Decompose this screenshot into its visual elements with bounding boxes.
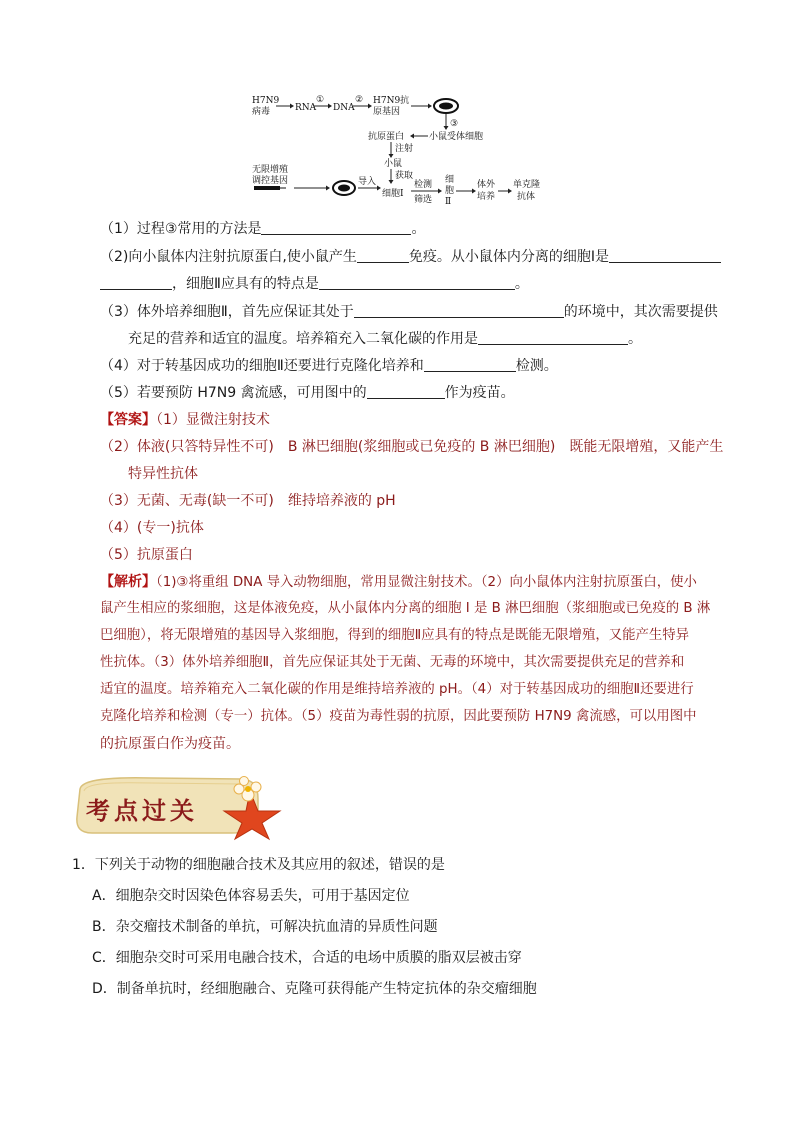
question-5-end: 作为疫苗。 <box>444 385 515 401</box>
answer-blank <box>100 275 172 290</box>
question-3-text-b: 的环境中，其次需要提供 <box>563 304 718 320</box>
section-title: 考点过关 <box>86 796 198 825</box>
obtain-label: 获取 <box>395 171 414 181</box>
question-4-end: 检测。 <box>515 358 558 374</box>
flow-diagram-svg <box>248 92 578 212</box>
answer-line-5 <box>100 545 193 565</box>
step-3-label: ③ <box>450 119 459 129</box>
arrowhead <box>389 154 394 158</box>
answer-blank <box>478 330 628 345</box>
inject-label: 注射 <box>395 144 414 154</box>
option-a: A．细胞杂交时因染色体容易丢失，可用于基因定位 <box>92 888 410 904</box>
hybridoma-flow-diagram <box>248 92 578 212</box>
cell-1-label: 细胞Ⅰ <box>382 189 404 199</box>
question-3-cont <box>128 329 642 349</box>
answer-blank <box>354 303 564 318</box>
arrowhead <box>444 126 449 130</box>
question-1-text: （1）过程③常用的方法是 <box>100 221 262 237</box>
section-badge <box>72 771 284 841</box>
answer-3b: 维持培养液的 pH <box>287 493 396 509</box>
question-5 <box>100 383 515 403</box>
control-gene-label-2: 调控基因 <box>252 176 289 186</box>
arrowhead <box>472 189 476 194</box>
option-b: B．杂交瘤技术制备的单抗，可解决抗血清的异质性问题 <box>92 919 438 935</box>
gene-fragment-icon <box>254 186 286 190</box>
analysis-label: 【解析】 <box>100 574 156 590</box>
question-5-text: （5）若要预防 H7N9 禽流感，可用图中的 <box>100 385 367 401</box>
analysis-line-2: 鼠产生相应的浆细胞，这是体液免疫，从小鼠体内分离的细胞 I 是 B 淋巴细胞（浆细胞或已免疫的 B 淋 <box>100 601 711 616</box>
analysis-text-1: （1)③将重组 DNA 导入动物细胞，常用显微注射技术。（2）向小鼠体内注射抗原蛋白，使小 <box>156 575 697 590</box>
arrowhead <box>410 134 414 139</box>
arrowhead <box>290 104 294 109</box>
antigen-gene-label-1: H7N9抗 <box>373 96 410 106</box>
answer-2b: B 淋巴细胞(浆细胞或已免疫的 B 淋巴细胞) <box>287 439 556 455</box>
antigen-gene-label-2: 原基因 <box>373 107 401 117</box>
mab-label-2: 抗体 <box>517 192 536 202</box>
control-gene-label-1: 无限增殖 <box>252 165 289 175</box>
cell-2-label-3: Ⅱ <box>445 197 452 207</box>
h7n9-virus-label-2: 病毒 <box>252 107 271 117</box>
answer-2c: 既能无限增殖，又能产生 <box>569 439 724 455</box>
analysis-line-1 <box>100 572 697 593</box>
arrowhead <box>438 189 442 194</box>
question-1 <box>100 219 425 239</box>
answer-5: （5）抗原蛋白 <box>100 547 193 563</box>
question-3-end: 。 <box>628 331 642 347</box>
arrowhead <box>326 186 330 191</box>
question-1-end: 。 <box>411 221 426 237</box>
option-c: C．细胞杂交时可采用电融合技术，合适的电场中质膜的脂双层被击穿 <box>92 950 522 966</box>
import-label: 导入 <box>358 177 377 187</box>
dna-label: DNA <box>333 103 355 113</box>
arrowhead <box>389 180 394 184</box>
question-2-text-c: ，细胞Ⅱ应具有的特点是 <box>172 276 319 292</box>
analysis-line-3: 巴细胞），将无限增殖的基因导入浆细胞，得到的细胞Ⅱ应具有的特点是既能无限增殖，又能产生特异 <box>100 628 690 643</box>
answer-2a: （2）体液(只答特异性不可) <box>100 439 274 455</box>
analysis-line-6: 克隆化培养和检测（专一）抗体。（5）疫苗为毒性弱的抗原，因此要预防 H7N9 禽流感，可以用图中 <box>100 709 697 724</box>
question-3-text: （3）体外培养细胞Ⅱ，首先应保证其处于 <box>100 304 354 320</box>
rna-label: RNA <box>295 103 317 113</box>
mouse-recipient-cell-label: 小鼠受体细胞 <box>429 132 484 142</box>
h7n9-virus-label-1: H7N9 <box>252 96 280 106</box>
mab-label-1: 单克隆 <box>513 180 541 190</box>
vector-plasmid-icon <box>333 181 355 195</box>
answer-line-2-cont <box>128 464 198 484</box>
arrowhead <box>428 104 432 109</box>
answer-blank <box>424 357 516 372</box>
answer-blank <box>261 220 411 235</box>
question-2-text: （2)向小鼠体内注射抗原蛋白,使小鼠产生 <box>100 249 357 265</box>
cell-2-label-2: 胞 <box>445 186 455 196</box>
arrowhead <box>328 104 332 109</box>
step-1-label: ① <box>316 95 325 105</box>
cell-2-label-1: 细 <box>445 175 455 185</box>
analysis-line-7: 的抗原蛋白作为疫苗。 <box>100 736 240 752</box>
answer-blank <box>367 384 445 399</box>
recombinant-plasmid-icon <box>434 99 458 113</box>
answer-blank <box>319 275 515 290</box>
antigen-protein-label: 抗原蛋白 <box>368 132 405 142</box>
detect-label: 检测 <box>414 180 433 190</box>
step-2-label: ② <box>355 95 364 105</box>
in-vitro-label-1: 体外 <box>477 180 496 190</box>
question-2 <box>100 247 721 267</box>
exercise-stem: 1．下列关于动物的细胞融合技术及其应用的叙述，错误的是 <box>72 857 445 873</box>
answer-blank <box>609 248 721 263</box>
analysis-line-4: 性抗体。（3）体外培养细胞Ⅱ，首先应保证其处于无菌、无毒的环境中，其次需要提供充足的营养和 <box>100 655 685 670</box>
answer-3a: （3）无菌、无毒(缺一不可) <box>100 493 274 509</box>
question-2-text-b: 免疫。从小鼠体内分离的细胞Ⅰ是 <box>408 249 609 265</box>
question-2-cont <box>100 274 529 294</box>
screen-label: 筛选 <box>414 195 433 205</box>
answer-blank <box>357 248 409 263</box>
answer-line-3 <box>100 491 396 511</box>
arrowhead <box>508 189 512 194</box>
answer-line-1 <box>100 410 270 430</box>
question-4 <box>100 356 558 376</box>
question-2-end: 。 <box>514 276 529 292</box>
answer-label: 【答案】 <box>100 412 156 428</box>
answer-4: （4）(专一)抗体 <box>100 520 204 536</box>
answer-line-2 <box>100 437 723 457</box>
question-3 <box>100 302 718 322</box>
analysis-line-5: 适宜的温度。培养箱充入二氧化碳的作用是维持培养液的 pH。（4）对于转基因成功的细胞Ⅱ还要进行 <box>100 682 694 697</box>
in-vitro-label-2: 培养 <box>477 192 496 202</box>
arrowhead <box>377 186 381 191</box>
answer-line-4 <box>100 518 204 538</box>
answer-2d: 特异性抗体 <box>128 466 198 482</box>
question-3-text-c: 充足的营养和适宜的温度。培养箱充入二氧化碳的作用是 <box>128 331 478 347</box>
question-4-text: （4）对于转基因成功的细胞Ⅱ还要进行克隆化培养和 <box>100 358 424 374</box>
option-d: D．制备单抗时，经细胞融合、克隆可获得能产生特定抗体的杂交瘤细胞 <box>92 981 537 997</box>
answer-1: （1）显微注射技术 <box>156 412 270 428</box>
mouse-label: 小鼠 <box>384 159 403 169</box>
arrowhead <box>368 104 372 109</box>
